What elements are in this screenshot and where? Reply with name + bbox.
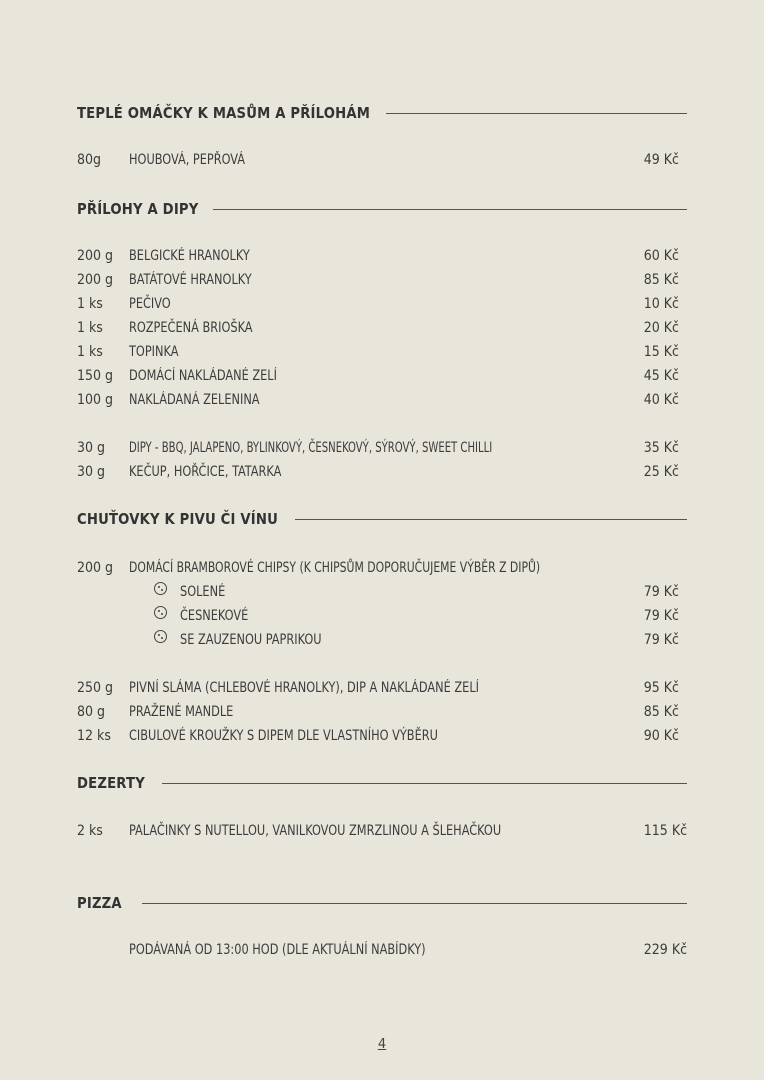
- item-price: 229 Kč: [643, 942, 687, 958]
- item-price: 60 Kč: [643, 248, 679, 264]
- item-name: SOLENÉ: [180, 584, 226, 600]
- item-name: BATÁTOVÉ HRANOLKY: [129, 272, 252, 288]
- menu-subitem: [77, 582, 687, 602]
- item-price: 15 Kč: [643, 344, 679, 360]
- item-price: 49 Kč: [643, 152, 679, 168]
- menu-item: [77, 150, 687, 170]
- item-price: 79 Kč: [643, 584, 679, 600]
- section-header-pizza: [77, 892, 687, 914]
- item-name: PRAŽENÉ MANDLE: [129, 704, 234, 720]
- item-quantity: 2 ks: [77, 823, 103, 839]
- menu-subitem: [77, 630, 687, 650]
- menu-item: [77, 342, 687, 362]
- item-name: DOMÁCÍ BRAMBOROVÉ CHIPSY (K CHIPSŮM DOPORUČUJEME VÝBĚR Z DIPŮ): [129, 560, 541, 576]
- item-quantity: 200 g: [77, 560, 114, 576]
- item-name: NAKLÁDANÁ ZELENINA: [129, 392, 260, 408]
- section-title: PŘÍLOHY A DIPY: [77, 200, 199, 218]
- menu-item: [77, 821, 687, 841]
- section-header-sides: [77, 198, 687, 220]
- section-title: PIZZA: [77, 894, 122, 912]
- item-name: PIVNÍ SLÁMA (CHLEBOVÉ HRANOLKY), DIP A NAKLÁDANÉ ZELÍ: [129, 680, 479, 696]
- item-quantity: 100 g: [77, 392, 114, 408]
- item-quantity: 30 g: [77, 440, 106, 456]
- menu-item: [77, 940, 687, 960]
- item-price: 40 Kč: [643, 392, 679, 408]
- menu-item: [77, 318, 687, 338]
- item-quantity: 200 g: [77, 272, 114, 288]
- item-price: 10 Kč: [643, 296, 679, 312]
- item-name: SE ZAUZENOU PAPRIKOU: [180, 632, 322, 648]
- menu-subitem: [77, 606, 687, 626]
- page-number: 4: [377, 1037, 387, 1052]
- section-divider: [162, 783, 687, 784]
- section-divider: [213, 209, 687, 210]
- section-title: CHUŤOVKY K PIVU ČI VÍNU: [77, 510, 278, 528]
- section-header-sauces: [77, 102, 687, 124]
- item-price: 85 Kč: [643, 272, 679, 288]
- item-price: 90 Kč: [643, 728, 679, 744]
- section-header-desserts: [77, 772, 687, 794]
- menu-item: [77, 270, 687, 290]
- menu-item: [77, 366, 687, 386]
- item-quantity: 80 g: [77, 704, 106, 720]
- item-quantity: 12 ks: [77, 728, 111, 744]
- item-name: PEČIVO: [129, 296, 171, 312]
- item-price: 35 Kč: [643, 440, 679, 456]
- menu-item: [77, 246, 687, 266]
- item-quantity: 150 g: [77, 368, 114, 384]
- section-title: TEPLÉ OMÁČKY K MASŮM A PŘÍLOHÁM: [77, 104, 371, 122]
- item-name: BELGICKÉ HRANOLKY: [129, 248, 250, 264]
- menu-item: [77, 726, 687, 746]
- chip-icon: [154, 582, 167, 595]
- item-quantity: 1 ks: [77, 296, 103, 312]
- menu-item: [77, 558, 687, 578]
- item-quantity: 80g: [77, 152, 102, 168]
- item-name: ROZPEČENÁ BRIOŠKA: [129, 320, 253, 336]
- item-price: 115 Kč: [643, 823, 687, 839]
- item-name: DOMÁCÍ NAKLÁDANÉ ZELÍ: [129, 368, 277, 384]
- item-price: 25 Kč: [643, 464, 679, 480]
- item-price: 20 Kč: [643, 320, 679, 336]
- item-price: 95 Kč: [643, 680, 679, 696]
- item-name: CIBULOVÉ KROUŽKY S DIPEM DLE VLASTNÍHO VÝBĚRU: [129, 728, 438, 744]
- item-name: ČESNEKOVÉ: [180, 608, 249, 624]
- chip-icon: [154, 630, 167, 643]
- item-name: TOPINKA: [129, 344, 179, 360]
- item-name: PODÁVANÁ OD 13:00 HOD (DLE AKTUÁLNÍ NABÍDKY): [129, 942, 426, 958]
- section-divider: [386, 113, 687, 114]
- menu-item: [77, 390, 687, 410]
- section-header-snacks: [77, 508, 687, 530]
- item-quantity: 250 g: [77, 680, 114, 696]
- menu-item: [77, 462, 687, 482]
- item-quantity: 30 g: [77, 464, 106, 480]
- item-price: 79 Kč: [643, 608, 679, 624]
- menu-item: [77, 702, 687, 722]
- menu-item: [77, 678, 687, 698]
- item-name: DIPY - BBQ, JALAPENO, BYLINKOVÝ, ČESNEKOVÝ, SÝROVÝ, SWEET CHILLI: [129, 440, 493, 456]
- item-quantity: 1 ks: [77, 344, 103, 360]
- menu-item: [77, 294, 687, 314]
- item-quantity: 1 ks: [77, 320, 103, 336]
- item-quantity: 200 g: [77, 248, 114, 264]
- section-divider: [295, 519, 687, 520]
- item-name: PALAČINKY S NUTELLOU, VANILKOVOU ZMRZLINOU A ŠLEHAČKOU: [129, 823, 502, 839]
- section-title: DEZERTY: [77, 774, 145, 792]
- section-divider: [142, 903, 687, 904]
- item-name: KEČUP, HOŘČICE, TATARKA: [129, 464, 282, 480]
- item-price: 45 Kč: [643, 368, 679, 384]
- menu-item: [77, 438, 687, 458]
- item-price: 79 Kč: [643, 632, 679, 648]
- chip-icon: [154, 606, 167, 619]
- item-name: HOUBOVÁ, PEPŘOVÁ: [129, 152, 246, 168]
- item-price: 85 Kč: [643, 704, 679, 720]
